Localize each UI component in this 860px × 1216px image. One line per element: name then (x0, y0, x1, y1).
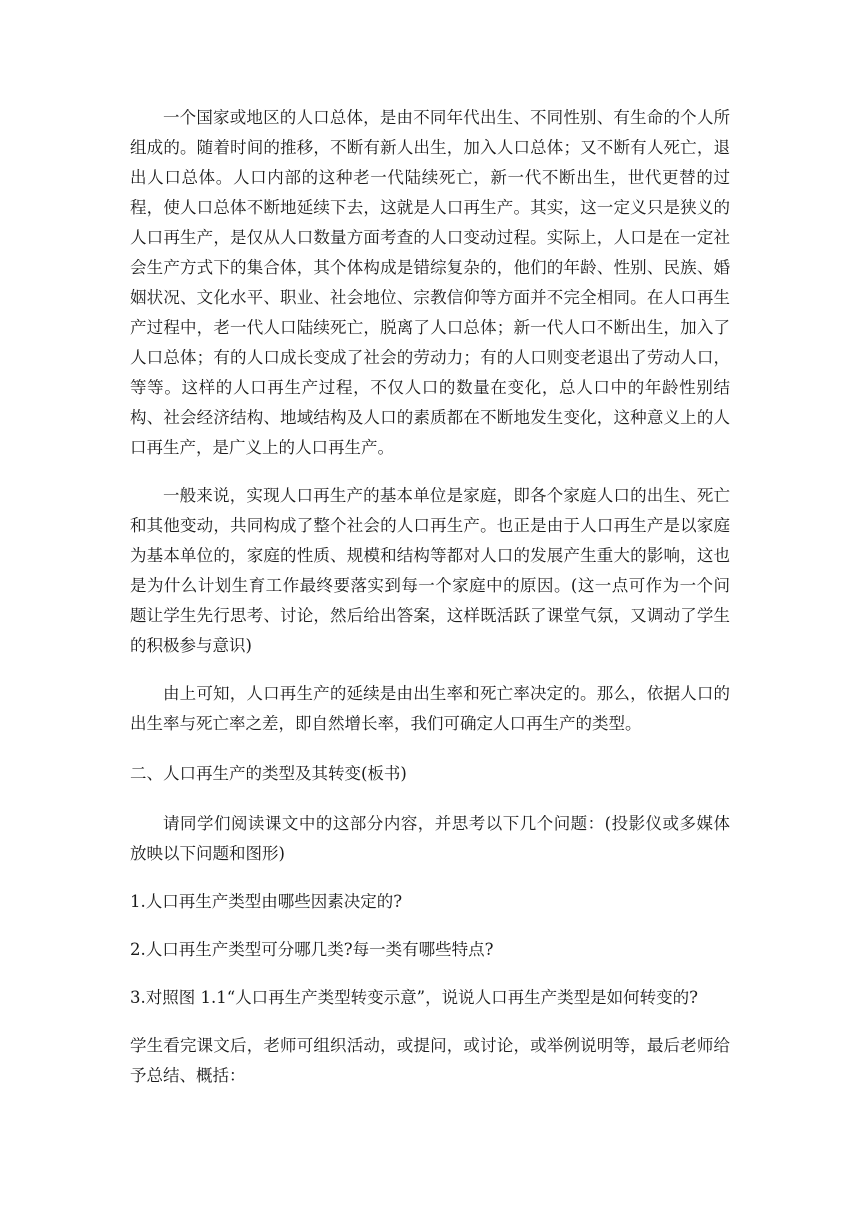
question-item-2: 2.人口再生产类型可分哪几类?每一类有哪些特点? (130, 940, 494, 959)
reading-instruction: 请同学们阅读课文中的这部分内容，并思考以下几个问题：(投影仪或多媒体放映以下问题和图形) (130, 814, 730, 863)
paragraph-natural-growth: 由上可知，人口再生产的延续是由出生率和死亡率决定的。那么，依据人口的出生率与死亡率之差，即自然增长率，我们可确定人口再生产的类型。 (130, 684, 730, 733)
question-item-3: 3.对照图 1.1“人口再生产类型转变示意”，说说人口再生产类型是如何转变的? (130, 988, 698, 1007)
document-body (130, 103, 730, 1091)
paragraph-family-unit: 一般来说，实现人口再生产的基本单位是家庭，即各个家庭人口的出生、死亡和其他变动，共同构成了整个社会的人口再生产。也正是由于人口再生产是以家庭为基本单位的，家庭的性质、规模和结构等都对人口的发展产生重大的影响，这也是为什么计划生育工作最终要落实到每一个家庭中的原因。(这一点可作为一个问题让学生先行思考、讨论，然后给出答案，这样既活跃了课堂气氛，又调动了学生的积极参与意识) (130, 486, 730, 655)
section-heading: 二、人口再生产的类型及其转变(板书) (130, 764, 407, 783)
paragraph-population-definition: 一个国家或地区的人口总体，是由不同年代出生、不同性别、有生命的个人所组成的。随着时间的推移，不断有新人出生，加入人口总体；又不断有人死亡，退出人口总体。人口内部的这种老一代陆续死亡，新一代不断出生，世代更替的过程，使人口总体不断地延续下去，这就是人口再生产。其实，这一定义只是狭义的人口再生产，是仅从人口数量方面考查的人口变动过程。实际上，人口是在一定社会生产方式下的集合体，其个体构成是错综复杂的，他们的年龄、性别、民族、婚姻状况、文化水平、职业、社会地位、宗教信仰等方面并不完全相同。在人口再生产过程中，老一代人口陆续死亡，脱离了人口总体；新一代人口不断出生，加入了人口总体；有的人口成长变成了社会的劳动力；有的人口则变老退出了劳动人口，等等。这样的人口再生产过程，不仅人口的数量在变化，总人口中的年龄性别结构、社会经济结构、地域结构及人口的素质都在不断地发生变化，这种意义上的人口再生产，是广义上的人口再生产。 (130, 108, 730, 457)
closing-paragraph: 学生看完课文后，老师可组织活动，或提问，或讨论，或举例说明等，最后老师给予总结、概括： (130, 1036, 730, 1085)
question-item-1: 1.人口再生产类型由哪些因素决定的? (130, 892, 403, 911)
